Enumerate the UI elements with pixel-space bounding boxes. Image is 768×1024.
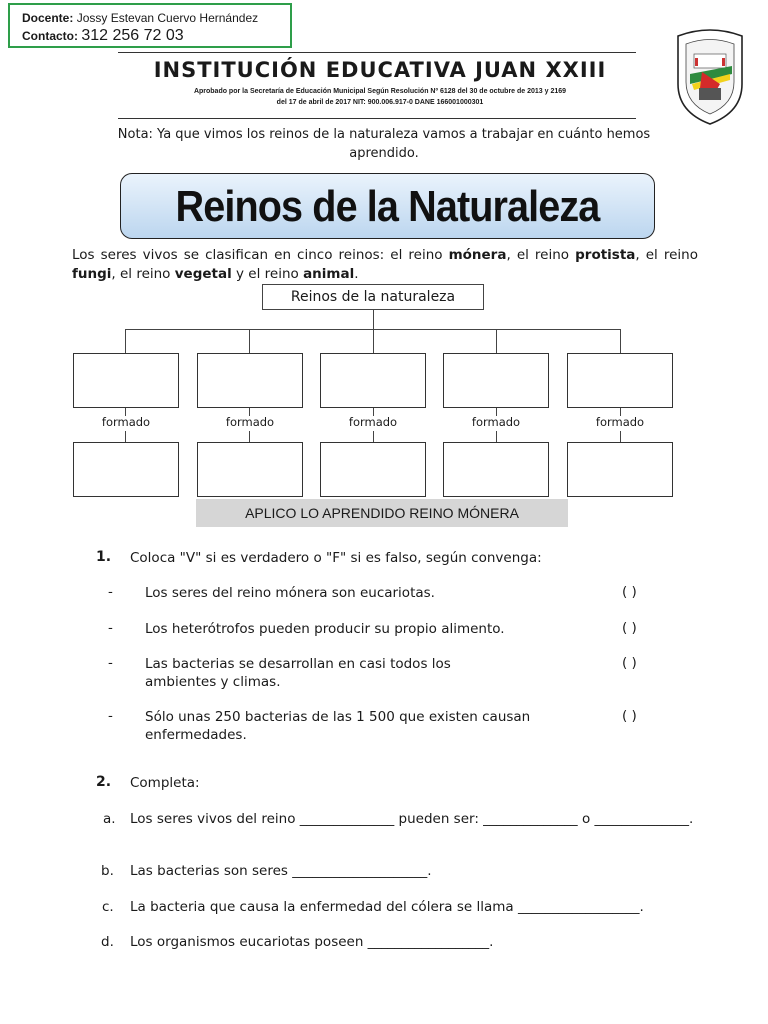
connector-lower-1 <box>125 431 126 442</box>
approval-line-2: del 17 de abril de 2017 NIT: 900.006.917-0 DANE 166001000301 <box>276 99 484 106</box>
kingdom-box-1 <box>73 353 179 408</box>
intro-paragraph <box>72 246 698 284</box>
tf-statement-1: Los seres del reino mónera son eucariotas. <box>145 585 435 601</box>
diagram-root-box: Reinos de la naturaleza <box>262 284 484 310</box>
diagram-stem <box>373 310 374 329</box>
tf-answer-blank-4[interactable]: ( ) <box>622 708 637 724</box>
branch-drop-2 <box>249 329 250 353</box>
formed-label-4: formado <box>471 415 521 429</box>
approval-line-1: Aprobado por la Secretaría de Educación Municipal Según Resolución Nº 6128 del 30 de octubre de 2013 y 2169 <box>193 88 567 95</box>
completion-letter-a: a. <box>103 811 116 827</box>
exercise-2-instruction: Completa: <box>130 775 200 791</box>
connector-lower-3 <box>373 431 374 442</box>
example-box-4 <box>443 442 549 497</box>
tf-answer-blank-3[interactable]: ( ) <box>622 655 637 671</box>
kingdom-box-5 <box>567 353 673 408</box>
section-title-bar: APLICO LO APRENDIDO REINO MÓNERA <box>196 499 568 527</box>
kingdom-box-2 <box>197 353 303 408</box>
tf-answer-blank-2[interactable]: ( ) <box>622 620 637 636</box>
school-name: INSTITUCIÓN EDUCATIVA JUAN XXIII <box>153 58 607 82</box>
connector-lower-5 <box>620 431 621 442</box>
worksheet-title: Reinos de la Naturaleza <box>175 182 600 231</box>
tf-statement-3: Las bacterias se desarrollan en casi todos los ambientes y climas. <box>145 656 451 690</box>
example-box-5 <box>567 442 673 497</box>
connector-lower-2 <box>249 431 250 442</box>
branch-drop-1 <box>125 329 126 353</box>
completion-letter-b: b. <box>101 863 114 879</box>
tf-statement-4: Sólo unas 250 bacterias de las 1 500 que existen causan enfermedades. <box>145 709 531 743</box>
title-banner <box>120 173 655 239</box>
kingdom-protista: protista <box>575 247 636 263</box>
teacher-label: Docente: <box>22 11 74 25</box>
formed-label-2: formado <box>225 415 275 429</box>
completion-item-a[interactable]: Los seres vivos del reino ______________ pueden ser: ______________ o ______________. <box>130 811 694 827</box>
tf-answer-blank-1[interactable]: ( ) <box>622 584 637 600</box>
bullet-1: - <box>108 584 113 600</box>
completion-item-b[interactable]: Las bacterias son seres ____________________. <box>130 863 432 879</box>
contact-label: Contacto: <box>22 29 78 43</box>
completion-letter-c: c. <box>102 899 114 915</box>
formed-label-3: formado <box>348 415 398 429</box>
teacher-info-box <box>8 3 292 48</box>
kingdom-vegetal: vegetal <box>174 266 232 282</box>
example-box-2 <box>197 442 303 497</box>
example-box-3 <box>320 442 426 497</box>
kingdom-animal: animal <box>303 266 355 282</box>
kingdom-monera: mónera <box>448 247 507 263</box>
intro-text-3: , el reino <box>635 247 698 263</box>
teacher-row <box>22 11 258 25</box>
completion-item-c[interactable]: La bacteria que causa la enfermedad del cólera se llama __________________. <box>130 899 644 915</box>
example-box-1 <box>73 442 179 497</box>
header-rule-top <box>118 52 636 53</box>
completion-letter-d: d. <box>101 934 114 950</box>
intro-text-5: y el reino <box>231 266 304 282</box>
formed-label-5: formado <box>595 415 645 429</box>
formed-label-1: formado <box>101 415 151 429</box>
bullet-2: - <box>108 620 113 636</box>
bullet-3: - <box>108 655 113 671</box>
header-rule-bottom <box>118 118 636 119</box>
intro-text-2: , el reino <box>506 247 576 263</box>
exercise-1-number: 1. <box>96 549 112 565</box>
intro-text-1: Los seres vivos se clasifican en cinco reinos: el reino <box>72 247 449 263</box>
branch-drop-4 <box>496 329 497 353</box>
kingdom-fungi: fungi <box>72 266 112 282</box>
exercise-1-instruction: Coloca "V" si es verdadero o "F" si es falso, según convenga: <box>130 550 542 566</box>
contact-phone: 312 256 72 03 <box>81 27 184 44</box>
intro-text-6: . <box>354 266 359 282</box>
branch-drop-5 <box>620 329 621 353</box>
tf-statement-2: Los heterótrofos pueden producir su propio alimento. <box>145 621 505 637</box>
teacher-name: Jossy Estevan Cuervo Hernández <box>76 11 259 25</box>
connector-lower-4 <box>496 431 497 442</box>
branch-drop-3 <box>373 329 374 353</box>
exercise-2-number: 2. <box>96 774 112 790</box>
note-text: Nota: Ya que vimos los reinos de la naturaleza vamos a trabajar en cuánto hemos aprendido. <box>117 127 651 161</box>
intro-text-4: , el reino <box>111 266 175 282</box>
school-crest-logo <box>672 28 748 126</box>
bullet-4: - <box>108 708 113 724</box>
contact-row <box>22 27 184 45</box>
kingdom-box-4 <box>443 353 549 408</box>
kingdom-box-3 <box>320 353 426 408</box>
completion-item-d[interactable]: Los organismos eucariotas poseen __________________. <box>130 934 494 950</box>
